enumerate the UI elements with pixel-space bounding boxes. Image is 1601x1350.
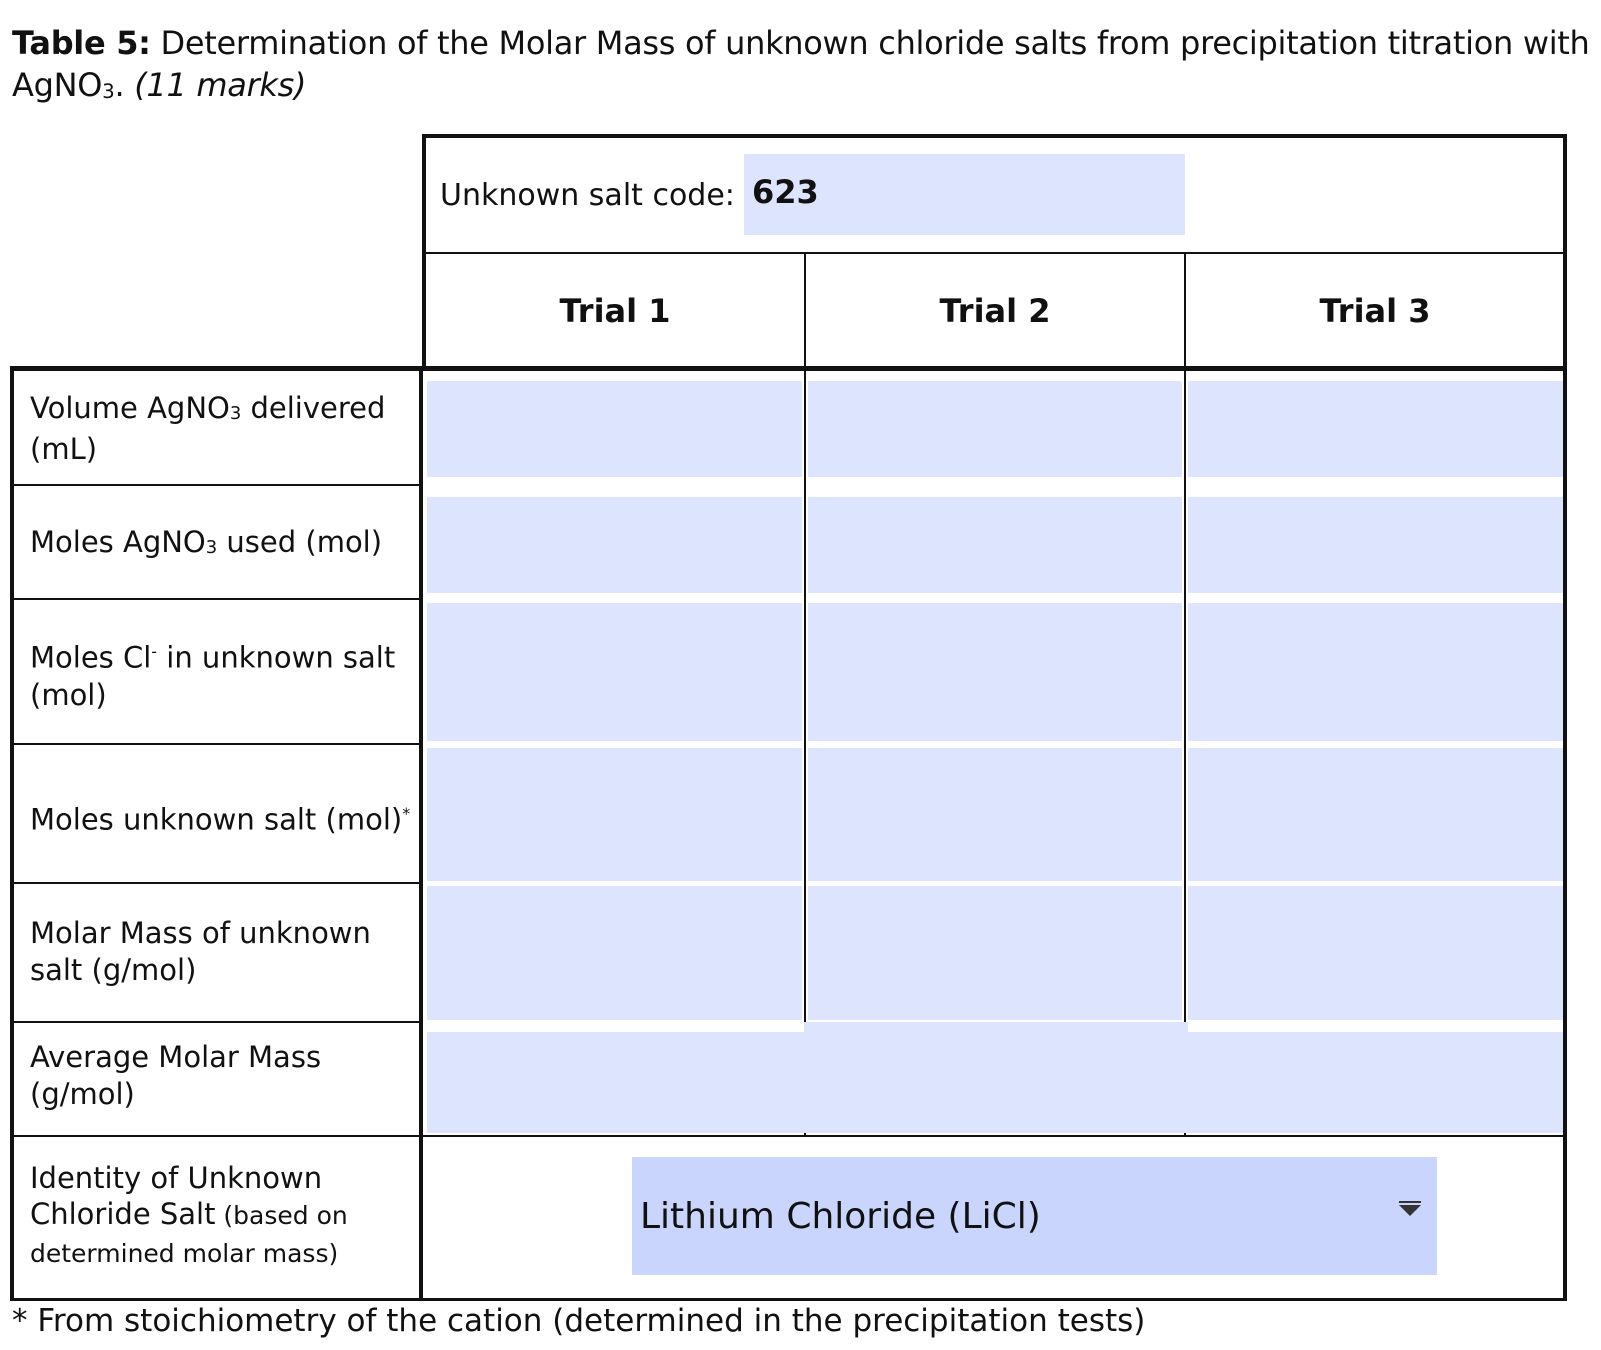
row-divider	[14, 1135, 421, 1137]
label-subscript: 3	[229, 403, 242, 425]
label-text: used (mol)	[217, 525, 383, 559]
label-text: delivered	[241, 391, 386, 425]
molar-mass-trial-2-input[interactable]	[808, 886, 1182, 1020]
row-divider	[14, 743, 421, 745]
footnote: * From stoichiometry of the cation (determined in the precipitation tests)	[12, 1303, 1146, 1339]
volume-trial-2-input[interactable]	[808, 381, 1182, 477]
label-text: (mol)	[30, 677, 107, 712]
moles-cl-trial-2-input[interactable]	[808, 603, 1182, 741]
moles-salt-trial-3-input[interactable]	[1188, 748, 1563, 881]
table-title	[12, 22, 1592, 111]
label-text: in unknown salt	[157, 640, 396, 675]
row-label-moles-agno3	[30, 524, 415, 565]
moles-salt-trial-2-input[interactable]	[808, 748, 1182, 881]
unknown-salt-code-label: Unknown salt code:	[440, 178, 735, 213]
moles-cl-trial-1-input[interactable]	[427, 603, 802, 741]
label-text: (mL)	[30, 432, 98, 466]
row-divider	[14, 598, 421, 600]
dropdown-arrow-icon	[1399, 1201, 1421, 1203]
row-label-moles-cl	[30, 633, 415, 714]
dropdown-selected-value: Lithium Chloride (LiCl)	[640, 1195, 1041, 1237]
label-text: Chloride Salt	[30, 1197, 216, 1231]
label-superscript: *	[402, 804, 411, 823]
average-molar-mass-fill	[804, 1022, 1186, 1132]
table-bottom-border	[10, 1298, 1567, 1301]
row-label-moles-salt	[30, 795, 415, 839]
title-end: .	[114, 66, 135, 104]
moles-salt-trial-1-input[interactable]	[427, 748, 802, 881]
title-subscript: 3	[102, 79, 115, 103]
header-separator	[423, 366, 1563, 371]
label-text: Moles AgNO	[30, 525, 206, 559]
trial-3-header: Trial 3	[1319, 292, 1431, 330]
label-superscript: -	[151, 642, 158, 661]
label-text: Moles unknown salt (mol)	[30, 802, 403, 837]
label-text: Molar Mass of unknown	[30, 916, 371, 950]
row-divider	[14, 484, 421, 486]
label-text: Moles Cl	[30, 640, 152, 675]
label-text-small: determined molar mass)	[30, 1239, 339, 1268]
label-text: (g/mol)	[30, 1077, 135, 1111]
moles-cl-trial-3-input[interactable]	[1188, 603, 1563, 741]
trial-1-header: Trial 1	[559, 292, 671, 330]
label-text: Volume AgNO	[30, 391, 230, 425]
label-column-border	[419, 366, 423, 1300]
label-text: salt (g/mol)	[30, 953, 197, 987]
label-subscript: 3	[205, 537, 218, 559]
unknown-salt-code-input[interactable]: 623	[744, 154, 1185, 235]
identity-salt-dropdown[interactable]	[632, 1157, 1437, 1275]
title-text: Determination of the Molar Mass of unknown chloride salts from precipitation titration with AgNO	[12, 24, 1590, 104]
table-number: Table 5:	[12, 24, 151, 62]
moles-agno3-trial-3-input[interactable]	[1188, 497, 1563, 593]
row-divider	[14, 882, 421, 884]
label-text-small: (based on	[215, 1201, 348, 1230]
volume-trial-3-input[interactable]	[1188, 381, 1563, 477]
row-label-identity	[30, 1160, 415, 1272]
label-text: Average Molar Mass	[30, 1040, 322, 1074]
label-text: Identity of Unknown	[30, 1161, 323, 1195]
row-divider	[14, 1021, 421, 1023]
average-molar-mass-fill	[1184, 1022, 1188, 1132]
row-label-molar-mass	[30, 915, 415, 989]
moles-agno3-trial-2-input[interactable]	[808, 497, 1182, 593]
molar-mass-trial-3-input[interactable]	[1188, 886, 1563, 1020]
molar-mass-trial-1-input[interactable]	[427, 886, 802, 1020]
moles-agno3-trial-1-input[interactable]	[427, 497, 802, 593]
dropdown-arrow-icon	[1399, 1205, 1421, 1216]
volume-trial-1-input[interactable]	[427, 381, 802, 477]
trial-2-header: Trial 2	[939, 292, 1051, 330]
row-label-volume	[30, 390, 415, 468]
row-label-average	[30, 1039, 415, 1113]
marks-label: (11 marks)	[134, 66, 307, 104]
